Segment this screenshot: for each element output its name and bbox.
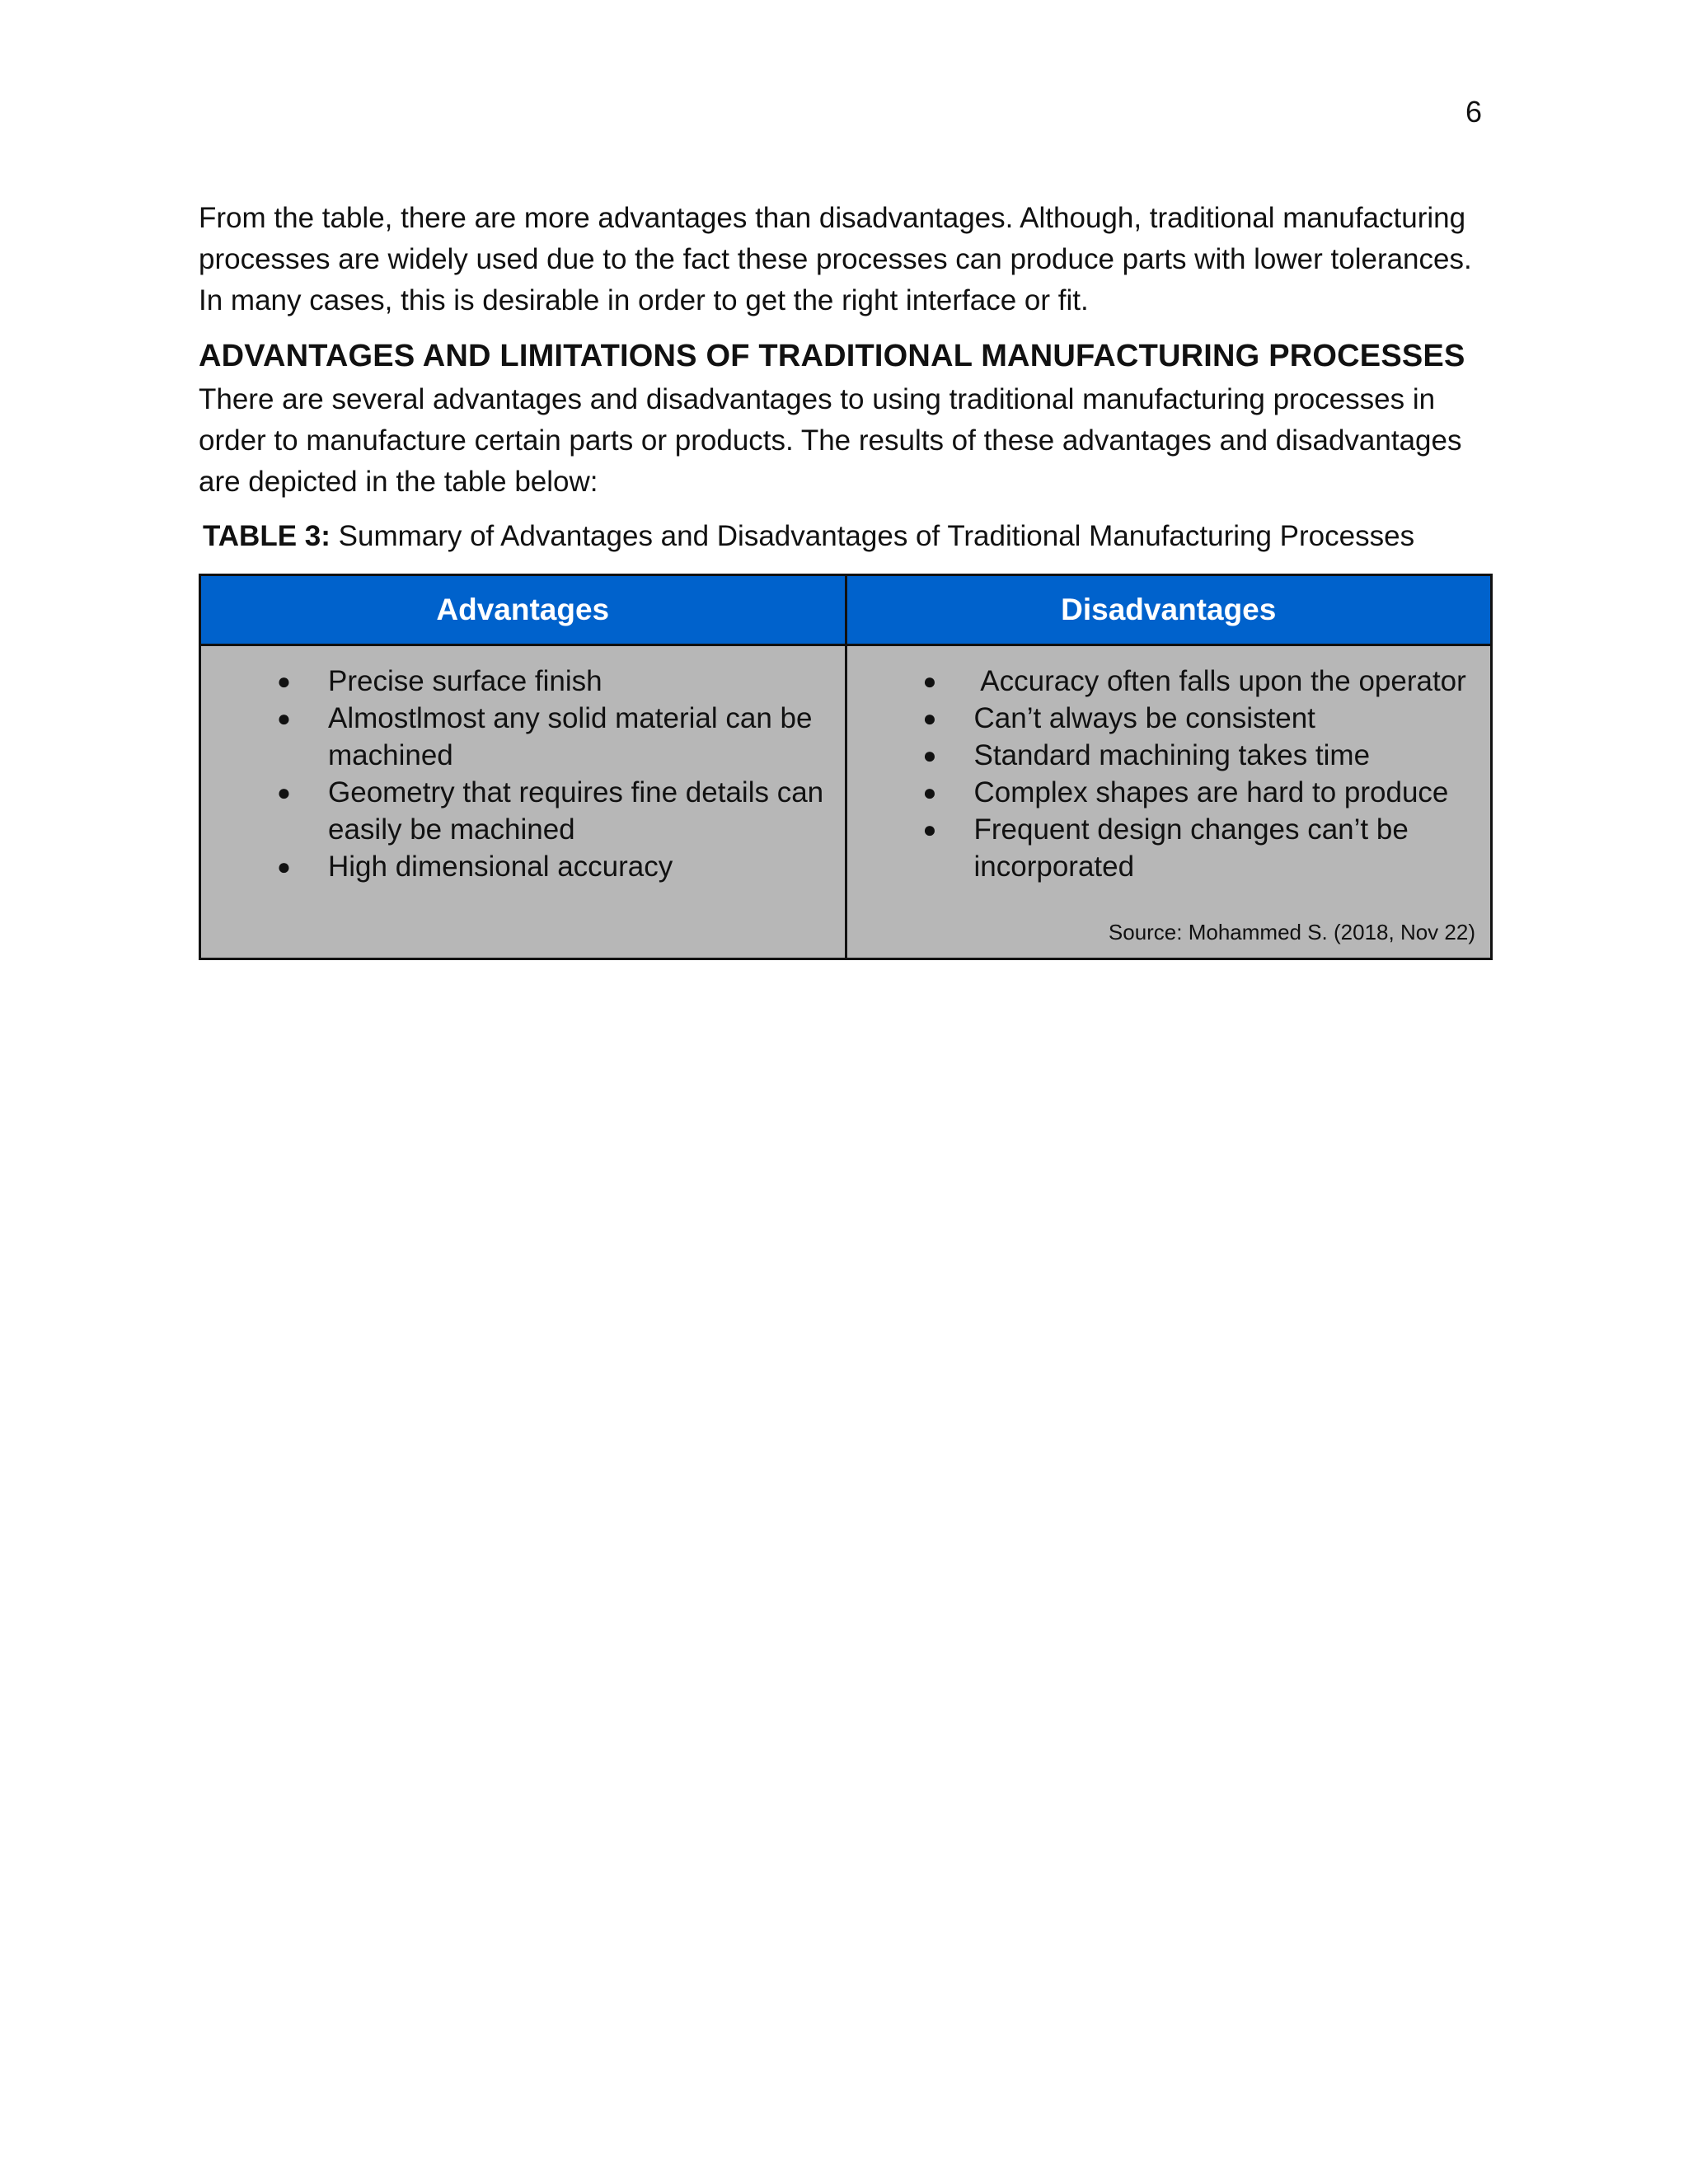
list-item: ● Standard machining takes time bbox=[862, 737, 1476, 774]
list-item: ● Geometry that requires fine details can easily be machined bbox=[216, 774, 830, 848]
table-row bbox=[200, 645, 1492, 959]
document-body bbox=[199, 198, 1493, 960]
bullet-icon: ● bbox=[922, 743, 937, 768]
list-item: ● High dimensional accuracy bbox=[216, 848, 830, 885]
list-item: ● Almostlmost any solid material can be machined bbox=[216, 700, 830, 774]
bullet-icon: ● bbox=[922, 705, 937, 731]
advantages-header: Advantages bbox=[200, 575, 846, 645]
bullet-icon: ● bbox=[922, 817, 937, 842]
section-heading: ADVANTAGES AND LIMITATIONS OF TRADITIONAL MANUFACTURING PROCESSES bbox=[199, 339, 1465, 373]
table-caption-label: TABLE 3: bbox=[203, 520, 331, 552]
table-caption bbox=[203, 516, 1493, 557]
disadvantages-list bbox=[862, 663, 1476, 885]
list-item: ● Precise surface finish bbox=[216, 663, 830, 700]
bullet-icon: ● bbox=[922, 668, 937, 694]
list-item: ● Complex shapes are hard to produce bbox=[862, 774, 1476, 811]
bullet-icon: ● bbox=[277, 705, 291, 731]
bullet-icon: ● bbox=[277, 780, 291, 805]
bullet-icon: ● bbox=[277, 854, 291, 879]
disadvantages-cell bbox=[846, 645, 1492, 959]
bullet-icon: ● bbox=[277, 668, 291, 694]
advantages-list bbox=[216, 663, 830, 885]
advantages-cell bbox=[200, 645, 846, 959]
section-paragraph: There are several advantages and disadvantages to using traditional manufacturing processes in order to manufacture certain parts or products. The results of these advantages and disadvantages are depicted in the table below: bbox=[199, 383, 1462, 498]
list-item: ● Frequent design changes can’t be incorporated bbox=[862, 811, 1476, 885]
table-caption-text: Summary of Advantages and Disadvantages of Traditional Manufacturing Processes bbox=[330, 520, 1415, 552]
advantages-table bbox=[199, 574, 1493, 960]
bullet-icon: ● bbox=[922, 780, 937, 805]
intro-paragraph: From the table, there are more advantages than disadvantages. Although, traditional manufacturing processes are widely used due to the fact these processes can produce parts with lower tolerances. In many cases, this is desirable in order to get the right interface or fit. bbox=[199, 202, 1472, 316]
table-header-row bbox=[200, 575, 1492, 645]
list-item: ● Accuracy often falls upon the operator bbox=[862, 663, 1476, 700]
table-source-citation: Source: Mohammed S. (2018, Nov 22) bbox=[1108, 920, 1475, 944]
page-number: 6 bbox=[1465, 95, 1482, 129]
list-item: ● Can’t always be consistent bbox=[862, 700, 1476, 737]
disadvantages-header: Disadvantages bbox=[846, 575, 1492, 645]
